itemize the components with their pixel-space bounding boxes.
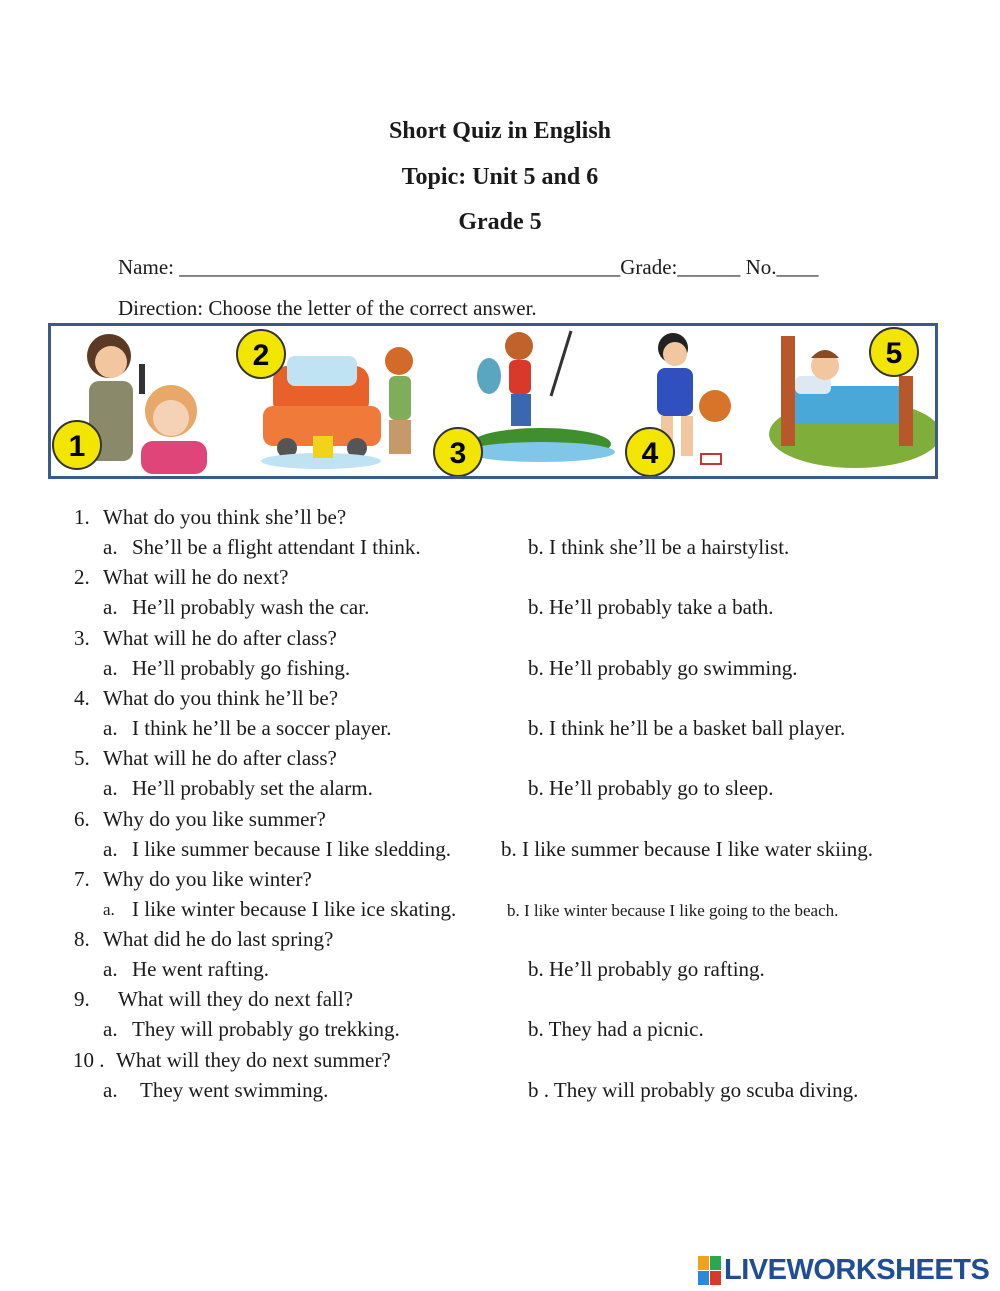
- question-number: 4.: [74, 685, 90, 710]
- option-a-text[interactable]: He’ll probably set the alarm.: [132, 776, 373, 801]
- option-a-letter: a.: [103, 899, 115, 919]
- question-text: What will he do next?: [103, 565, 289, 590]
- badge-2: [237, 330, 285, 378]
- option-b-text[interactable]: b. He’ll probably go rafting.: [528, 957, 765, 982]
- question-text: What will they do next summer?: [116, 1047, 391, 1072]
- option-a-letter: a.: [103, 1017, 118, 1042]
- question-text: Why do you like winter?: [103, 866, 312, 891]
- badge-4-number: 4: [641, 437, 659, 470]
- direction-text: Direction: Choose the letter of the correct answer.: [118, 296, 537, 320]
- option-a-letter: a.: [103, 715, 118, 740]
- question-text: Why do you like summer?: [103, 806, 326, 831]
- question-number: 2.: [74, 565, 90, 590]
- quiz-title: Short Quiz in English: [388, 118, 612, 144]
- question-text: What did he do last spring?: [103, 927, 334, 952]
- option-a-letter: a.: [103, 957, 118, 982]
- option-a-text[interactable]: I like winter because I like ice skating.: [132, 896, 457, 921]
- car-wash-picture: [261, 347, 413, 469]
- quiz-grade: Grade 5: [458, 209, 542, 235]
- question-text: What will he do after class?: [103, 625, 337, 650]
- badge-4: [626, 428, 674, 476]
- picture-strip: [48, 323, 938, 479]
- badge-3-number: 3: [449, 437, 467, 470]
- option-a-text[interactable]: They will probably go trekking.: [132, 1017, 400, 1042]
- question-number: 10 .: [73, 1047, 105, 1072]
- option-a-letter: a.: [103, 836, 118, 861]
- option-b-text[interactable]: b. They had a picnic.: [528, 1017, 704, 1042]
- question-number: 8.: [74, 927, 90, 952]
- option-a-letter: a.: [103, 1077, 118, 1102]
- question-number: 1.: [74, 505, 90, 529]
- option-a-text[interactable]: She’ll be a flight attendant I think.: [132, 535, 421, 559]
- question-number: 5.: [74, 746, 90, 771]
- badge-1: [53, 421, 101, 469]
- option-a-letter: a.: [103, 535, 118, 559]
- name-grade-number-line: Name: __________________________________________Grade:______ No.____: [118, 255, 819, 279]
- question-text: What will he do after class?: [103, 746, 337, 771]
- fishing-picture: [467, 331, 615, 462]
- option-b-text[interactable]: b. I like winter because I like going to the beach.: [507, 900, 839, 920]
- badge-3: [434, 428, 482, 476]
- option-a-letter: a.: [103, 655, 118, 680]
- badge-1-number: 1: [68, 430, 86, 463]
- option-a-text[interactable]: I think he’ll be a soccer player.: [132, 715, 392, 740]
- badge-5-number: 5: [885, 337, 903, 370]
- question-number: 9.: [74, 987, 90, 1012]
- option-a-text[interactable]: He’ll probably wash the car.: [132, 595, 370, 620]
- badge-5: [870, 328, 918, 376]
- option-b-text[interactable]: b. I think she’ll be a hairstylist.: [528, 535, 790, 559]
- question-text: What do you think he’ll be?: [103, 685, 339, 710]
- question-number: 6.: [74, 806, 90, 831]
- question-number: 3.: [74, 625, 90, 650]
- option-a-text[interactable]: They went swimming.: [140, 1077, 329, 1102]
- option-b-text[interactable]: b. I think he’ll be a basket ball player.: [528, 715, 846, 740]
- option-b-text[interactable]: b. He’ll probably take a bath.: [528, 595, 774, 620]
- option-a-letter: a.: [103, 776, 118, 801]
- option-a-letter: a.: [103, 595, 118, 620]
- option-a-text[interactable]: I like summer because I like sledding.: [132, 836, 451, 861]
- hairstylist-picture: [87, 334, 207, 474]
- option-a-text[interactable]: He’ll probably go fishing.: [132, 655, 351, 680]
- option-b-text[interactable]: b . They will probably go scuba diving.: [528, 1077, 859, 1102]
- badge-2-number: 2: [252, 339, 270, 372]
- option-b-text[interactable]: b. He’ll probably go to sleep.: [528, 776, 774, 801]
- option-b-text[interactable]: b. I like summer because I like water skiing.: [501, 836, 874, 861]
- quiz-topic: Topic: Unit 5 and 6: [401, 164, 599, 190]
- picture-strip-illustrations: [51, 326, 935, 476]
- question-text: What do you think she’ll be?: [103, 505, 347, 529]
- question-text: What will they do next fall?: [118, 987, 354, 1012]
- option-b-text[interactable]: b. He’ll probably go swimming.: [528, 655, 798, 680]
- liveworksheets-brand: LIVEWORKSHEETS: [724, 1254, 990, 1286]
- liveworksheets-logo-icon: [698, 1256, 722, 1286]
- option-a-text[interactable]: He went rafting.: [132, 957, 270, 982]
- question-number: 7.: [74, 866, 90, 891]
